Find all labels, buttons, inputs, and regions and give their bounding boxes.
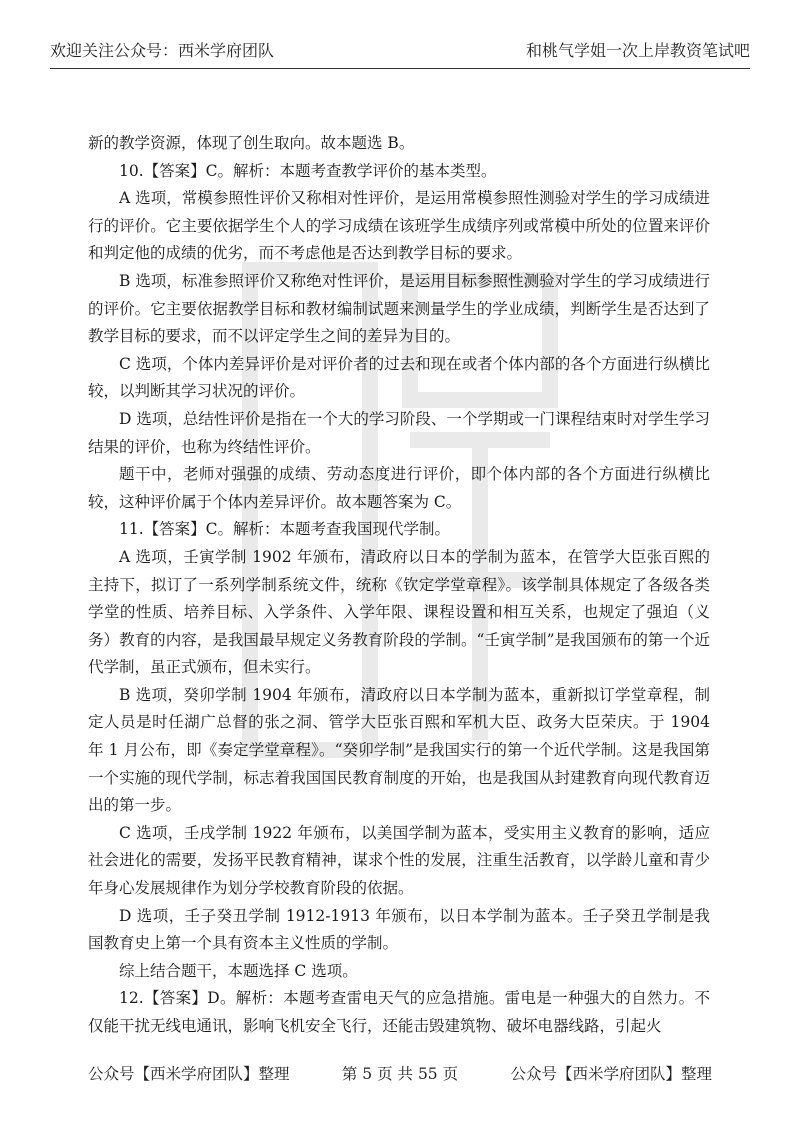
footer-right-text: 公众号【西米学府团队】整理 (510, 1065, 712, 1083)
paragraph: B 选项，标准参照评价又称绝对性评价，是运用目标参照性测验对学生的学习成绩进行的评价。它主要依据教学目标和教材编制试题来测量学生的学业成绩，判断学生是否达到了教学目标的要求，而不以评定学生之间的差异为目的。 (88, 271, 710, 346)
paragraph: D 选项，总结性评价是指在一个大的学习阶段、一个学期或一门课程结束时对学生学习结果的评价，也称为终结性评价。 (88, 409, 710, 456)
header-right-text: 和桃气学姐一次上岸教资笔试吧 (525, 41, 750, 60)
paragraph: D 选项，壬子癸丑学制 1912-1913 年颁布，以日本学制为蓝本。壬子癸丑学制是我国教育史上第一个具有资本主义性质的学制。 (88, 906, 710, 953)
header-left-text: 欢迎关注公众号：西米学府团队 (50, 41, 275, 60)
paragraph: 新的教学资源，体现了创生取向。故本题选 B。 (88, 134, 415, 152)
page-footer (88, 1062, 712, 1084)
paragraph: 11.【答案】C。解析：本题考查我国现代学制。 (119, 520, 451, 539)
paragraph: C 选项，个体内差异评价是对评价者的过去和现在或者个体内部的各个方面进行纵横比较，以判断其学习状况的评价。 (88, 354, 710, 401)
paragraph: 题干中，老师对强强的成绩、劳动态度进行评价，即个体内部的各个方面进行纵横比较，这种评价属于个体内差异评价。故本题答案为 C。 (88, 465, 710, 511)
paragraph: A 选项，壬寅学制 1902 年颁布，清政府以日本的学制为蓝本，在管学大臣张百熙的主持下，拟订了一系列学制系统文件，统称《钦定学堂章程》。该学制具体规定了各级各类学堂的性质、培养目标、入学条件、入学年限、课程设置和相互关系，也规定了强迫（义务）教育的内容，是我国最早规定义务教育阶段的学制。“壬寅学制”是我国颁布的第一个近代学制，虽正式颁布，但未实行。 (88, 547, 710, 677)
paragraph: C 选项，壬戌学制 1922 年颁布，以美国学制为蓝本，受实用主义教育的影响，适应社会进化的需要，发扬平民教育精神，谋求个性的发展，注重生活教育，以学龄儿童和青少年身心发展规律作为划分学校教育阶段的依据。 (88, 823, 710, 898)
page-header (50, 38, 750, 61)
paragraph: 综上结合题干，本题选择 C 选项。 (119, 961, 358, 980)
document-body (88, 130, 710, 1041)
paragraph: A 选项，常模参照性评价又称相对性评价，是运用常模参照性测验对学生的学习成绩进行的评价。它主要依据学生个人的学习成绩在该班学生成绩序列或常模中所处的位置来评价和判定他的成绩的优劣，而不考虑他是否达到教学目标的要求。 (88, 189, 710, 263)
paragraph: B 选项，癸卯学制 1904 年颁布，清政府以日本学制为蓝本，重新拟订学堂章程，制定人员是时任湖广总督的张之洞、管学大臣张百熙和军机大臣、政务大臣荣庆。于 1904 年 1 月公布，即《奏定学堂章程》。“癸卯学制”是我国实行的第一个近代学制。这是我国第一个实施的现代学制，标志着我国国民教育制度的开始，也是我国从封建教育向现代教育迈出的第一步。 (88, 685, 710, 815)
paragraph: 12.【答案】D。解析：本题考查雷电天气的应急措施。雷电是一种强大的自然力。不仅能干扰无线电通讯，影响飞机安全飞行，还能击毁建筑物、破坏电器线路，引起火 (88, 989, 710, 1035)
page-number: 第 5 页 共 55 页 (341, 1065, 459, 1083)
paragraph: 10.【答案】C。解析：本题考查教学评价的基本类型。 (119, 161, 497, 180)
footer-left-text: 公众号【西米学府团队】整理 (88, 1065, 290, 1083)
header-divider (50, 68, 750, 69)
